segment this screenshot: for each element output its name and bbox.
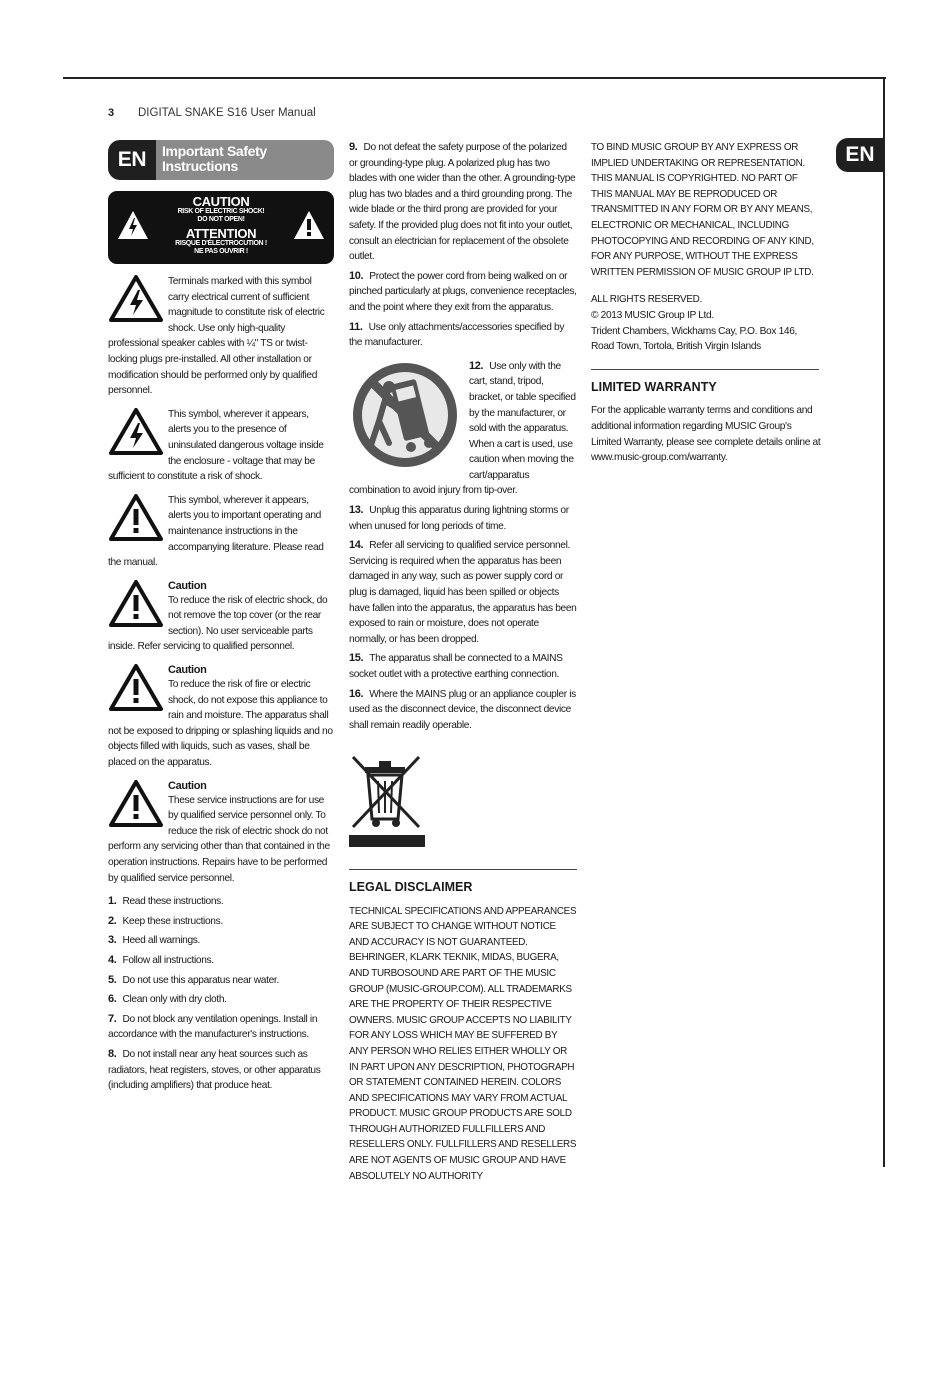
attention-sub-2: NE PAS OUVRIR !: [194, 248, 248, 255]
lightning-warning-icon: [116, 209, 150, 241]
item-number: 8.: [108, 1047, 117, 1060]
item-text: Where the MAINS plug or an appliance coupler is used as the disconnect device, the disconnect device shall remain readily operable.: [349, 688, 576, 731]
item-text: Do not block any ventilation openings. Install in accordance with the manufacturer's instructions.: [108, 1013, 318, 1041]
copyright-notice: © 2013 MUSIC Group IP Ltd.: [591, 309, 714, 321]
symbol-text: These service instructions are for use by qualified service personnel only. To reduce the risk of electric shock do not perform any servicing other than that contained in the operation instructions. Repairs have to be performed by qualified service personnel.: [108, 794, 330, 884]
language-tab-en: EN: [836, 138, 884, 172]
right-rule: [883, 77, 885, 1167]
symbol-text: This symbol, wherever it appears, alerts you to the presence of uninsulated dangerous voltage inside the enclosure - voltage that may be sufficient to constitute a risk of shock.: [108, 408, 324, 483]
list-item: [349, 503, 577, 534]
limited-warranty-heading: LIMITED WARRANTY: [591, 379, 717, 394]
page-number: 3: [108, 107, 115, 119]
language-badge: EN: [108, 140, 156, 180]
list-item: [108, 1047, 334, 1094]
item-text: Clean only with dry cloth.: [122, 994, 227, 1006]
item-text: Do not defeat the safety purpose of the polarized or grounding-type plug. A polarized plug has two blades with one wider than the other. A grounding-type plug has two blades and a third grounding prong. The wide blade or the third prong are provided for your safety. If the provided plug does not fit into your outlet, consult an electrician for replacement of the obsolete outlet.: [349, 142, 576, 263]
caution-block-moisture: [108, 663, 334, 771]
limited-warranty-text: For the applicable warranty terms and conditions and additional information regarding MUSIC Group's Limited Warranty, please see complete details online at www.music-group.com/warranty.: [591, 405, 821, 464]
list-item-cart: [349, 359, 577, 499]
exclamation-warning-icon: [108, 663, 164, 713]
symbol-block-terminals: [108, 274, 334, 399]
item-number: 16.: [349, 687, 364, 700]
attention-label: ATTENTION: [185, 226, 257, 241]
cart-tip-over-warning-icon: [349, 359, 461, 471]
list-item: [108, 914, 334, 930]
section-title: Important Safety Instructions: [156, 140, 334, 180]
top-rule: [63, 77, 886, 79]
caution-sub-2: DO NOT OPEN!: [197, 216, 245, 223]
caution-title: Caution: [168, 664, 207, 677]
item-text: Use only attachments/accessories specified by the manufacturer.: [349, 321, 565, 349]
rights-reserved: ALL RIGHTS RESERVED.: [591, 294, 702, 306]
list-item: [108, 992, 334, 1008]
symbol-text: To reduce the risk of fire or electric shock, do not expose this appliance to rain and moisture. The apparatus shall not be exposed to dripping or splashing liquids and no objects filled with liquids, such as vases, shall be placed on the apparatus.: [108, 679, 333, 769]
list-item: [108, 953, 334, 969]
item-text: Follow all instructions.: [122, 954, 214, 966]
caution-block-cover: [108, 579, 334, 655]
symbol-text: Terminals marked with this symbol carry electrical current of sufficient magnitude to constitute risk of electric shock. Use only high-quality professional speaker cables with ¼" TS or twist-locking plugs pre-installed. All other installation or modification should be performed only by qualified personnel.: [108, 276, 325, 397]
legal-disclaimer-continued: TO BIND MUSIC GROUP BY ANY EXPRESS OR IMPLIED UNDERTAKING OR REPRESENTATION. THIS MANUAL IS COPYRIGHTED. NO PART OF THIS MANUAL MAY BE REPRODUCED OR TRANSMITTED IN ANY FORM OR BY ANY MEANS, ELECTRONIC OR MECHANICAL, INCLUDING PHOTOCOPYING AND RECORDING OF ANY KIND, FOR ANY PURPOSE, WITHOUT THE EXPRESS WRITTEN PERMISSION OF MUSIC GROUP IP LTD.: [591, 142, 814, 278]
instruction-list: [108, 894, 334, 1094]
column-2: [349, 140, 577, 1184]
item-text: Heed all warnings.: [122, 935, 200, 947]
item-text: Keep these instructions.: [122, 915, 223, 927]
item-number: 1.: [108, 895, 117, 908]
item-number: 3.: [108, 934, 117, 947]
item-text: Refer all servicing to qualified service personnel. Servicing is required when the apparatus has been damaged in any way, such as power supply cord or plug is damaged, liquid has been spilled or objects have fallen into the apparatus, the apparatus has been exposed to rain or moisture, does not operate normally, or has been dropped.: [349, 540, 577, 645]
item-number: 11.: [349, 320, 363, 333]
symbol-text: To reduce the risk of electric shock, do not remove the top cover (or the rear section). No user serviceable parts inside. Refer servicing to qualified personnel.: [108, 594, 328, 653]
symbol-block-instructions: [108, 493, 334, 571]
list-item: [108, 1012, 334, 1043]
section-header: [108, 140, 334, 180]
list-item: [349, 320, 577, 351]
item-number: 6.: [108, 993, 117, 1006]
weee-crossed-bin-icon: [349, 751, 425, 847]
exclamation-warning-icon: [108, 779, 164, 829]
caution-box: [108, 191, 334, 264]
item-number: 4.: [108, 953, 117, 966]
exclamation-warning-icon: [108, 579, 164, 629]
item-number: 7.: [108, 1012, 117, 1025]
divider: [591, 369, 819, 370]
caution-text: [156, 195, 286, 256]
item-text: The apparatus shall be connected to a MAINS socket outlet with a protective earthing connection.: [349, 653, 563, 680]
symbol-text: This symbol, wherever it appears, alerts you to important operating and maintenance instructions in the accompanying literature. Please read the manual.: [108, 494, 324, 569]
lightning-warning-icon: [108, 274, 164, 324]
item-text: Do not use this apparatus near water.: [122, 974, 279, 986]
item-number: 15.: [349, 652, 364, 665]
address-line-1: Trident Chambers, Wickhams Cay, P.O. Box 146,: [591, 325, 797, 337]
item-number: 2.: [108, 914, 117, 927]
document-title: DIGITAL SNAKE S16 User Manual: [138, 107, 316, 119]
item-text: Use only with the cart, stand, tripod, bracket, or table specified by the manufacturer, or sold with the apparatus. When a cart is used, use caution when moving the cart/apparatus combination to avoid injury from tip-over.: [349, 360, 576, 497]
item-text: Read these instructions.: [122, 896, 224, 908]
item-text: Unplug this apparatus during lightning storms or when unused for long periods of time.: [349, 505, 569, 532]
item-number: 9.: [349, 141, 358, 153]
legal-disclaimer-heading: LEGAL DISCLAIMER: [349, 879, 473, 894]
divider: [349, 869, 577, 870]
caution-block-service: [108, 779, 334, 887]
list-item: [349, 651, 577, 682]
item-number: 10.: [349, 269, 364, 282]
caution-title: Caution: [168, 579, 207, 592]
list-item: [349, 140, 577, 265]
item-number: 14.: [349, 539, 364, 552]
exclamation-warning-icon: [292, 209, 326, 241]
item-number: 5.: [108, 973, 117, 986]
list-item: [349, 687, 577, 734]
caution-label: CAUTION: [192, 194, 250, 209]
column-1: [108, 140, 334, 1098]
item-number: 12.: [469, 359, 484, 372]
item-number: 13.: [349, 504, 364, 517]
caution-title: Caution: [168, 779, 207, 792]
list-item: [108, 973, 334, 989]
item-text: Protect the power cord from being walked on or pinched particularly at plugs, convenience receptacles, and the point where they exit from the apparatus.: [349, 270, 577, 313]
exclamation-warning-icon: [108, 493, 164, 543]
list-item: [349, 538, 577, 647]
symbol-block-voltage: [108, 407, 334, 485]
attention-sub-1: RISQUE D'ÉLECTROCUTION !: [175, 240, 267, 247]
item-text: Do not install near any heat sources such as radiators, heat registers, stoves, or other apparatus (including amplifiers) that produce heat.: [108, 1048, 321, 1092]
caution-sub-1: RISK OF ELECTRIC SHOCK!: [177, 208, 265, 215]
list-item: [108, 894, 334, 910]
lightning-warning-icon: [108, 407, 164, 457]
list-item: [108, 933, 334, 949]
list-item: [349, 269, 577, 316]
column-3: [591, 140, 821, 466]
legal-disclaimer-text: TECHNICAL SPECIFICATIONS AND APPEARANCES ARE SUBJECT TO CHANGE WITHOUT NOTICE AND ACCURACY IS NOT GUARANTEED. BEHRINGER, KLARK TEKNIK, MIDAS, BUGERA, AND TURBOSOUND ARE PART OF THE MUSIC GROUP (MUSIC-GROUP.COM). ALL TRADEMARKS ARE THE PROPERTY OF THEIR RESPECTIVE OWNERS. MUSIC GROUP ACCEPTS NO LIABILITY FOR ANY LOSS WHICH MAY BE SUFFERED BY ANY PERSON WHO RELIES EITHER WHOLLY OR IN PART UPON ANY DESCRIPTION, PHOTOGRAPH OR STATEMENT CONTAINED HEREIN. COLORS AND SPECIFICATIONS MAY VARY FROM ACTUAL PRODUCT. MUSIC GROUP PRODUCTS ARE SOLD THROUGH AUTHORIZED FULLFILLERS AND RESELLERS ONLY. FULLFILLERS AND RESELLERS ARE NOT AGENTS OF MUSIC GROUP AND HAVE ABSOLUTELY NO AUTHORITY: [349, 905, 577, 1182]
address-line-2: Road Town, Tortola, British Virgin Islands: [591, 341, 761, 353]
